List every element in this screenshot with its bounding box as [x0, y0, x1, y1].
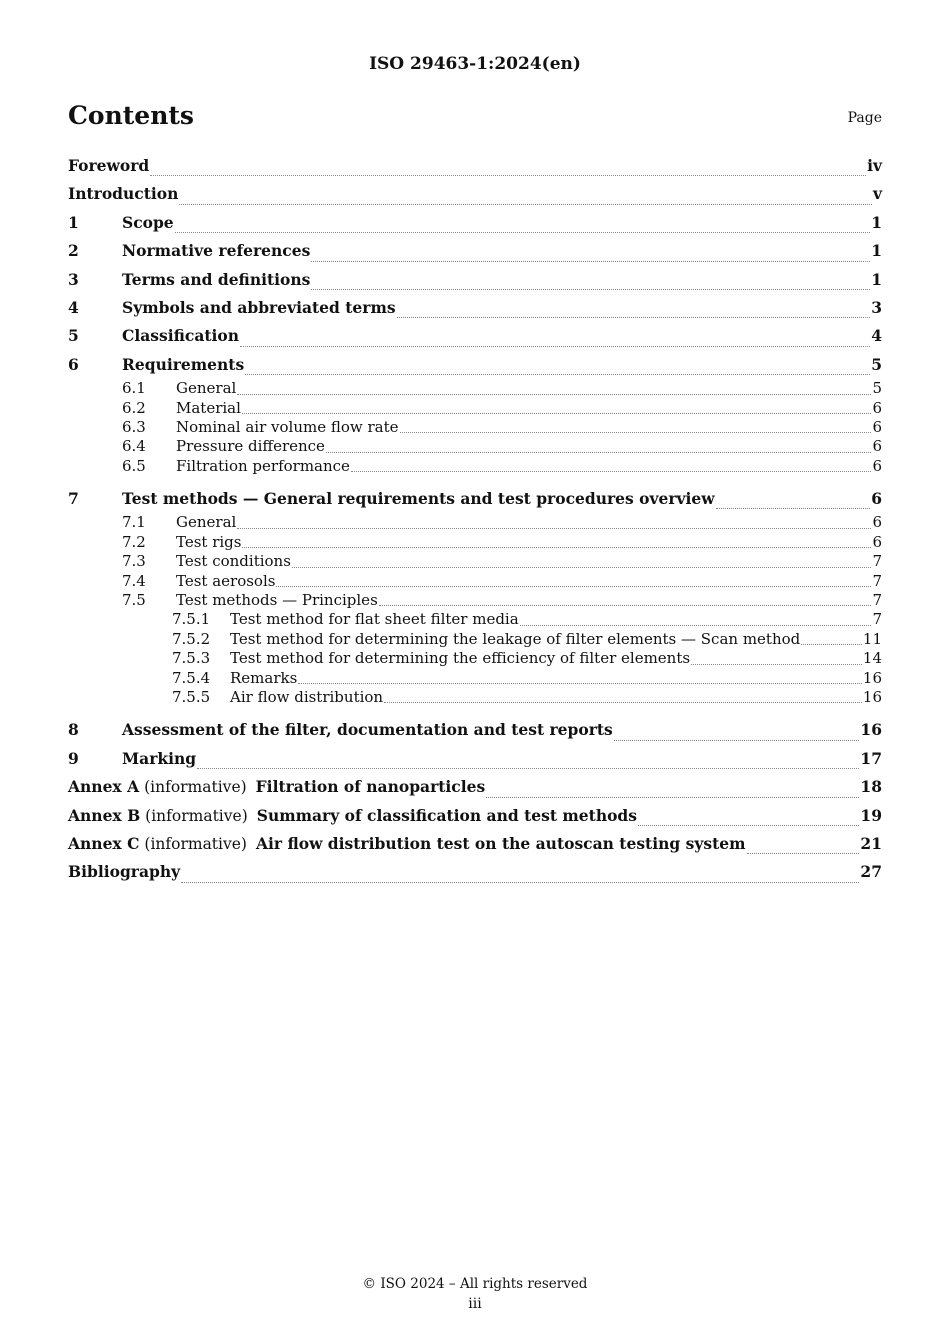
toc-entry[interactable] [68, 485, 882, 513]
annex-label: Annex A [68, 777, 140, 797]
annex-page: 19 [860, 805, 882, 825]
toc-entry-page: 4 [871, 326, 882, 346]
toc-entry-title: Test aerosols [176, 571, 276, 590]
toc-entry[interactable] [68, 294, 882, 322]
toc-entry-number: 4 [68, 297, 79, 317]
toc-entry[interactable] [68, 209, 882, 237]
toc-entry-number: 6.2 [122, 398, 146, 417]
annex-page: 18 [860, 777, 882, 797]
toc-entry-page: 7 [872, 591, 882, 610]
toc-entry-title: Test method for determining the leakage of filter elements — Scan method [230, 629, 801, 648]
dot-leader [179, 203, 872, 205]
toc-entry-number: 6.5 [122, 456, 146, 475]
toc-entry-number: 7.5 [122, 591, 146, 610]
toc-entry[interactable] [68, 237, 882, 265]
toc-entry-number: 7 [68, 489, 79, 509]
toc-entry[interactable] [68, 716, 882, 744]
dot-leader [150, 174, 866, 176]
toc-entry[interactable] [68, 552, 882, 571]
toc-entry-page: 11 [862, 629, 882, 648]
toc-entry-page: iv [867, 156, 882, 175]
toc-entry-title: Test conditions [176, 552, 291, 571]
toc-entry-number: 7.5.2 [172, 629, 211, 648]
toc-entry-number: 7.5.4 [172, 668, 211, 687]
toc-entry-page: 6 [872, 398, 882, 417]
toc-annex-entry[interactable] [68, 830, 882, 858]
dot-leader [520, 624, 872, 626]
toc-entry-number: 7.1 [122, 513, 146, 532]
toc-entry[interactable] [68, 351, 882, 379]
toc-entry-page: 16 [862, 687, 882, 706]
dot-leader [716, 507, 871, 509]
toc-entry-title: Pressure difference [176, 437, 325, 456]
dot-leader [240, 345, 870, 347]
toc-entry-title: Test methods — General requirements and test procedures overview [122, 489, 715, 509]
toc-entry[interactable] [68, 649, 882, 668]
toc-entry-page: 7 [872, 610, 882, 629]
dot-leader [197, 767, 859, 769]
toc-entry-page: 1 [871, 269, 882, 289]
toc-entry-number: 7.5.5 [172, 687, 211, 706]
toc-entry-page: 16 [862, 668, 882, 687]
toc-entry-page: 6 [872, 532, 882, 551]
toc-entry-title: Marking [122, 748, 197, 768]
toc-entry-page: 6 [871, 489, 882, 509]
toc-entry[interactable] [68, 688, 882, 707]
annex-label: Annex B [68, 805, 141, 825]
toc-entry-page: 7 [872, 552, 882, 571]
annex-page: 21 [860, 833, 882, 853]
toc-annex-entry[interactable] [68, 802, 882, 830]
toc-entry[interactable] [68, 418, 882, 437]
toc-entry-number: 9 [68, 748, 79, 768]
toc-entry-title: Normative references [122, 241, 311, 261]
toc-entry-title: Foreword [68, 156, 150, 175]
dot-leader [379, 604, 872, 606]
toc-entry-page: v [872, 184, 882, 204]
toc-entry[interactable] [68, 591, 882, 610]
dot-leader [351, 470, 872, 472]
toc-entry-page: 1 [871, 241, 882, 261]
copyright-notice: © ISO 2024 – All rights reserved [362, 1276, 588, 1292]
toc-entry-number: 3 [68, 269, 79, 289]
toc-entry-page: 5 [871, 354, 882, 374]
page-footer [0, 1276, 950, 1312]
toc-entry-number: 6.3 [122, 417, 146, 436]
toc-entry-title: Test rigs [176, 532, 242, 551]
toc-entry-title: Terms and definitions [122, 269, 311, 289]
toc-entry-page: 7 [872, 571, 882, 590]
toc-entry-page: 6 [872, 513, 882, 532]
toc-entry[interactable] [68, 266, 882, 294]
toc-entry-title: Filtration performance [176, 456, 350, 475]
toc-entry[interactable] [68, 399, 882, 418]
toc-entry[interactable] [68, 533, 882, 552]
toc-entry-title: General [176, 513, 237, 532]
annex-title: Summary of classification and test methods [256, 805, 637, 825]
toc-entry-page: 3 [871, 297, 882, 317]
toc-entry-page: 16 [860, 720, 882, 740]
toc-entry-number: 6.1 [122, 379, 146, 398]
toc-entry-title: Classification [122, 326, 240, 346]
toc-entry-title: General [176, 379, 237, 398]
toc-entry[interactable] [68, 437, 882, 456]
bibliography-title: Bibliography [68, 862, 181, 882]
page-column-label: Page [847, 110, 882, 126]
toc-entry-page: 14 [862, 649, 882, 668]
toc-entry[interactable] [68, 152, 882, 180]
dot-leader [242, 546, 871, 548]
dot-leader [245, 373, 870, 375]
toc-entry-number: 2 [68, 241, 79, 261]
page-number: iii [468, 1296, 482, 1312]
toc-entry[interactable] [68, 630, 882, 649]
dot-leader [614, 739, 860, 741]
document-id: ISO 29463-1:2024(en) [369, 54, 581, 74]
dot-leader [691, 663, 862, 665]
dot-leader [292, 566, 872, 568]
toc-entry-number: 6 [68, 354, 79, 374]
annex-title: Filtration of nanoparticles [255, 777, 486, 797]
toc-entry-title: Symbols and abbreviated terms [122, 297, 396, 317]
toc-entry-number: 7.5.3 [172, 649, 211, 668]
toc-entry-number: 8 [68, 720, 79, 740]
toc-entry-number: 7.4 [122, 571, 146, 590]
toc-entry[interactable] [68, 610, 882, 629]
dot-leader [175, 231, 871, 233]
dot-leader [326, 451, 872, 453]
toc-entry-number: 7.5.1 [172, 610, 211, 629]
contents-title: Contents [68, 101, 195, 130]
toc-entry[interactable] [68, 669, 882, 688]
toc-entry-title: Remarks [230, 668, 298, 687]
dot-leader [384, 701, 862, 703]
dot-leader [276, 585, 871, 587]
dot-leader [311, 260, 870, 262]
toc-entry-title: Scope [122, 212, 174, 232]
bibliography-page: 27 [860, 862, 882, 882]
toc-entry-page: 6 [872, 417, 882, 436]
toc-entry-title: Introduction [68, 184, 179, 204]
annex-title: Air flow distribution test on the autoscan testing system [255, 833, 746, 853]
dot-leader [237, 393, 871, 395]
dot-leader [242, 412, 872, 414]
toc-entry-number: 5 [68, 326, 79, 346]
dot-leader [298, 682, 862, 684]
dot-leader [801, 643, 862, 645]
toc-entry-number: 6.4 [122, 437, 146, 456]
annex-type: (informative) [145, 806, 248, 825]
toc-entry-number: 1 [68, 212, 79, 232]
toc-entry[interactable] [68, 745, 882, 773]
toc-entry-title: Test method for determining the efficiency of filter elements [230, 649, 691, 668]
toc-entry-page: 6 [872, 437, 882, 456]
toc-entry[interactable] [68, 572, 882, 591]
dot-leader [237, 527, 871, 529]
toc-entry-title: Test method for flat sheet filter media [230, 610, 519, 629]
annex-type: (informative) [144, 778, 247, 797]
toc-entry-title: Material [176, 398, 241, 417]
dot-leader [397, 316, 871, 318]
dot-leader [181, 881, 859, 883]
toc-entry[interactable] [68, 513, 882, 532]
toc-entry[interactable] [68, 180, 882, 208]
dot-leader [486, 796, 859, 798]
dot-leader [311, 288, 870, 290]
toc-entry-title: Test methods — Principles [176, 591, 378, 610]
toc-entry-page: 6 [872, 456, 882, 475]
toc-entry-title: Assessment of the filter, documentation and test reports [122, 720, 613, 740]
dot-leader [747, 852, 860, 854]
table-of-contents [68, 152, 882, 887]
toc-entry-number: 7.2 [122, 532, 146, 551]
toc-entry-page: 1 [871, 212, 882, 232]
annex-type: (informative) [144, 834, 247, 853]
dot-leader [638, 824, 859, 826]
toc-bibliography-entry[interactable] [68, 858, 882, 886]
annex-label: Annex C [68, 833, 140, 853]
toc-entry-title: Requirements [122, 354, 245, 374]
toc-entry[interactable] [68, 322, 882, 350]
toc-annex-entry[interactable] [68, 773, 882, 801]
toc-entry-number: 7.3 [122, 552, 146, 571]
toc-entry-title: Air flow distribution [230, 687, 384, 706]
toc-entry-title: Nominal air volume flow rate [176, 417, 399, 436]
toc-entry[interactable] [68, 379, 882, 398]
toc-entry-page: 5 [872, 379, 882, 398]
toc-entry[interactable] [68, 457, 882, 476]
toc-entry-page: 17 [860, 748, 882, 768]
dot-leader [400, 431, 872, 433]
